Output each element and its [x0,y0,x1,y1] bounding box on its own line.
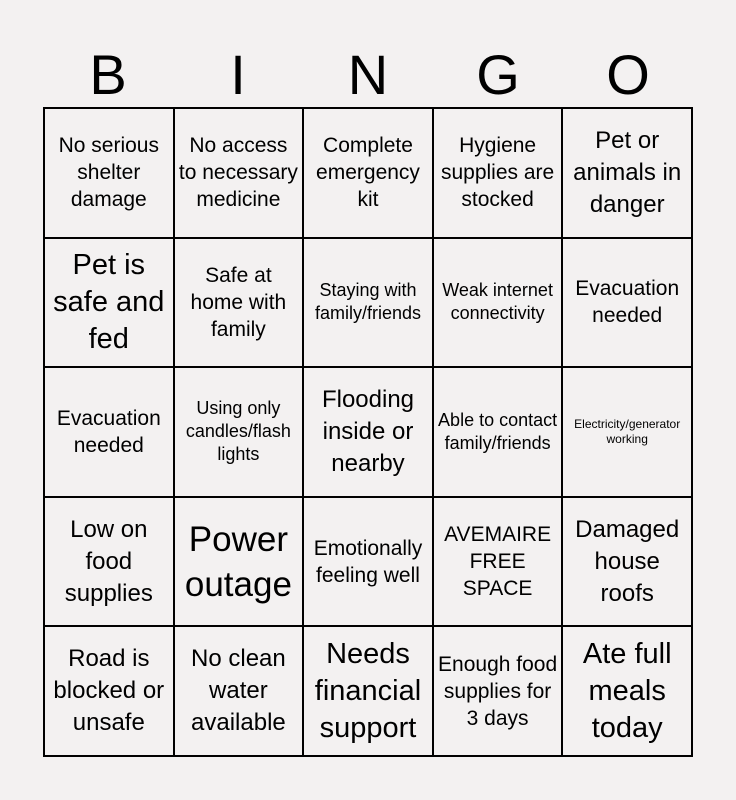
cell-text: Power outage [184,519,292,604]
cell-text: Pet is safe and fed [53,248,165,355]
cell-text: Pet or animals in danger [573,126,682,218]
bingo-cell[interactable] [174,497,304,627]
cell-text: Flooding inside or nearby [321,385,415,477]
bingo-cell[interactable] [562,108,692,238]
cell-text: Ate full meals today [582,637,672,744]
cell-text: Electricity/generator working [574,416,681,446]
cell-text: No clean water available [191,645,286,737]
cell-text: AVEMAIRE FREE SPACE [444,523,552,601]
header-letter-n: N [347,43,389,106]
bingo-cell[interactable] [303,367,433,497]
bingo-card-grid [43,107,693,757]
cell-text: Enough food supplies for 3 days [438,652,558,730]
bingo-cell[interactable] [44,626,174,756]
cell-text: No access to necessary medicine [178,134,298,212]
cell-text: Low on food supplies [64,515,153,607]
bingo-cell[interactable] [562,626,692,756]
cell-text: Safe at home with family [190,263,287,341]
bingo-cell[interactable] [433,367,563,497]
free-space-cell[interactable] [433,497,563,627]
bingo-cell[interactable] [44,238,174,368]
cell-text: Evacuation needed [56,406,161,457]
bingo-cell[interactable] [562,497,692,627]
header-letter-i: I [230,43,246,106]
bingo-cell[interactable] [174,238,304,368]
bingo-cell[interactable] [44,367,174,497]
cell-text: Emotionally feeling well [313,536,423,587]
header-letter-g: G [476,43,520,106]
bingo-cell[interactable] [303,626,433,756]
bingo-cell[interactable] [174,108,304,238]
bingo-cell[interactable] [44,108,174,238]
bingo-cell[interactable] [303,497,433,627]
bingo-cell[interactable] [433,108,563,238]
cell-text: Needs financial support [314,637,422,744]
cell-text: Weak internet connectivity [442,280,553,324]
cell-text: Road is blocked or unsafe [53,645,165,737]
cell-text: No serious shelter damage [58,134,159,212]
bingo-header [43,44,693,106]
cell-text: Complete emergency kit [316,134,420,212]
cell-text: Hygiene supplies are stocked [440,134,555,212]
bingo-cell[interactable] [562,367,692,497]
cell-text: Staying with family/friends [314,280,421,324]
bingo-cell[interactable] [562,238,692,368]
bingo-cell[interactable] [174,367,304,497]
header-letter-o: O [606,43,650,106]
cell-text: Evacuation needed [575,277,680,328]
cell-text: Using only candles/flash lights [185,398,291,465]
header-letter-b: B [89,43,127,106]
bingo-cell[interactable] [433,626,563,756]
cell-text: Able to contact family/friends [438,409,558,453]
bingo-cell[interactable] [433,238,563,368]
bingo-cell[interactable] [303,238,433,368]
bingo-cell[interactable] [303,108,433,238]
bingo-cell[interactable] [44,497,174,627]
bingo-cell[interactable] [174,626,304,756]
cell-text: Damaged house roofs [575,515,680,607]
